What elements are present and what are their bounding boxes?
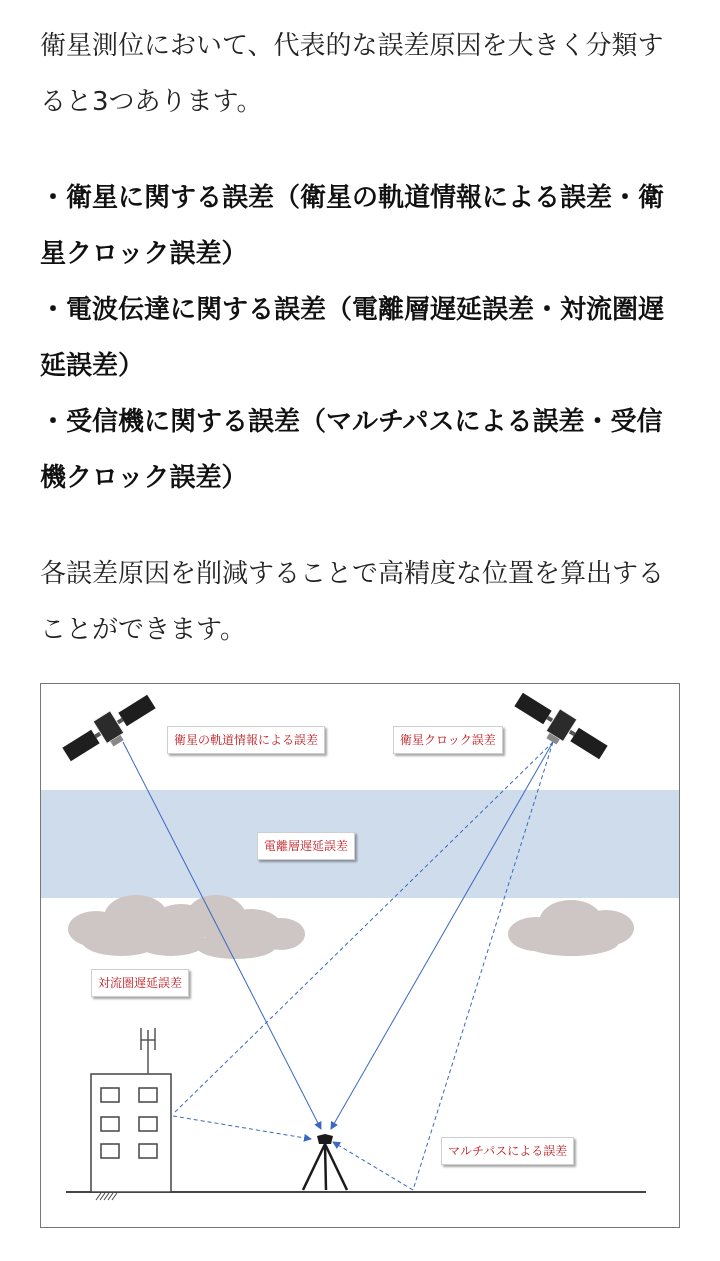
building [91, 1074, 171, 1192]
ionosphere-band [41, 790, 680, 898]
list-item: ・電波伝達に関する誤差（電離層遅延誤差・対流圏遅延誤差） [40, 295, 665, 381]
conclusion-paragraph: 各誤差原因を削減することで高精度な位置を算出することができます。 [40, 559, 665, 645]
ionosphere-delay-label: 電離層遅延誤差 [257, 832, 355, 860]
error-cause-list [40, 170, 680, 506]
gnss-error-diagram [40, 683, 680, 1228]
antenna-mast [141, 1028, 155, 1074]
intro-paragraph: 衛星測位において、代表的な誤差原因を大きく分類すると3つあります。 [40, 31, 664, 117]
cloud-left [68, 895, 305, 959]
satellite-right-icon [509, 688, 611, 768]
satellite-left-icon [59, 690, 161, 770]
troposphere-delay-label: 対流圏遅延誤差 [91, 969, 189, 997]
list-item: ・衛星に関する誤差（衛星の軌道情報による誤差・衛星クロック誤差） [40, 183, 665, 269]
cloud-right [508, 900, 634, 956]
clock-error-label: 衛星クロック誤差 [393, 726, 503, 754]
receiver-tripod-icon [303, 1134, 347, 1190]
list-item: ・受信機に関する誤差（マルチパスによる誤差・受信機クロック誤差） [40, 407, 663, 493]
orbit-error-label: 衛星の軌道情報による誤差 [167, 726, 325, 754]
multipath-error-label: マルチパスによる誤差 [441, 1137, 574, 1165]
diagram-canvas [41, 684, 680, 1228]
ground-hatch [96, 1193, 117, 1200]
